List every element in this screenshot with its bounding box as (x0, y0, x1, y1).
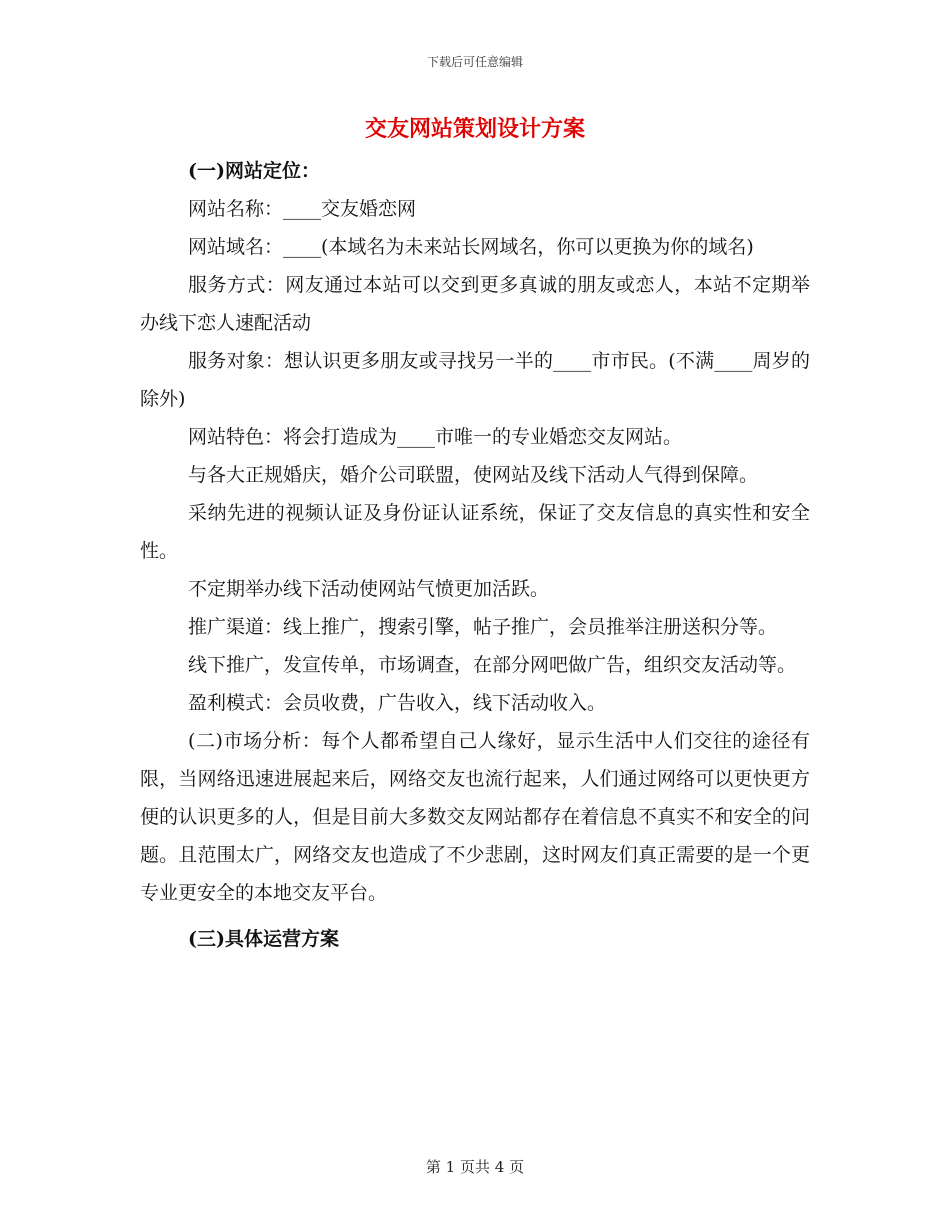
paragraph-site-name: 网站名称：____交友婚恋网 (188, 198, 417, 220)
section-heading-operations: (三)具体运营方案 (188, 928, 339, 950)
section-heading-positioning: (一)网站定位： (188, 160, 320, 182)
paragraph-service-mode: 服务方式：网友通过本站可以交到更多真诚的朋友或恋人，本站不定期举办线下恋人速配活动 (140, 274, 810, 334)
paragraph-market-analysis: (二)市场分析：每个人都希望自己人缘好，显示生活中人们交往的途径有限，当网络迅速进展起来后，网络交友也流行起来，人们通过网络可以更快更方便的认识更多的人，但是目前大多数交友网站都存在着信息不真实不和安全的问题。且范围太广，网络交友也造成了不少悲剧，这时网友们真正需要的是一个更专业更安全的本地交友平台。 (140, 730, 810, 904)
paragraph-site-domain: 网站域名：____(本域名为未来站长网域名，你可以更换为你的域名) (188, 236, 754, 258)
paragraph-service-target: 服务对象：想认识更多朋友或寻找另一半的____市市民。(不满____周岁的除外) (140, 350, 810, 410)
paragraph-verification: 采纳先进的视频认证及身份证认证系统，保证了交友信息的真实性和安全性。 (140, 502, 810, 562)
paragraph-promotion-offline: 线下推广，发宣传单，市场调查，在部分网吧做广告，组织交友活动等。 (188, 654, 797, 676)
paragraph-profit-model: 盈利模式：会员收费，广告收入，线下活动收入。 (188, 692, 607, 714)
paragraph-offline-events: 不定期举办线下活动使网站气愤更加活跃。 (188, 578, 550, 600)
paragraph-site-feature: 网站特色：将会打造成为____市唯一的专业婚恋交友网站。 (188, 426, 683, 448)
paragraph-alliance: 与各大正规婚庆，婚介公司联盟，使网站及线下活动人气得到保障。 (188, 464, 759, 486)
page-header-note: 下载后可任意编辑 (426, 55, 523, 69)
paragraph-promotion-online: 推广渠道：线上推广，搜索引擎，帖子推广，会员推举注册送积分等。 (188, 616, 778, 638)
page-footer: 第 1 页共 4 页 (425, 1158, 525, 1176)
document-body (140, 152, 810, 958)
document-title: 交友网站策划设计方案 (364, 116, 585, 142)
